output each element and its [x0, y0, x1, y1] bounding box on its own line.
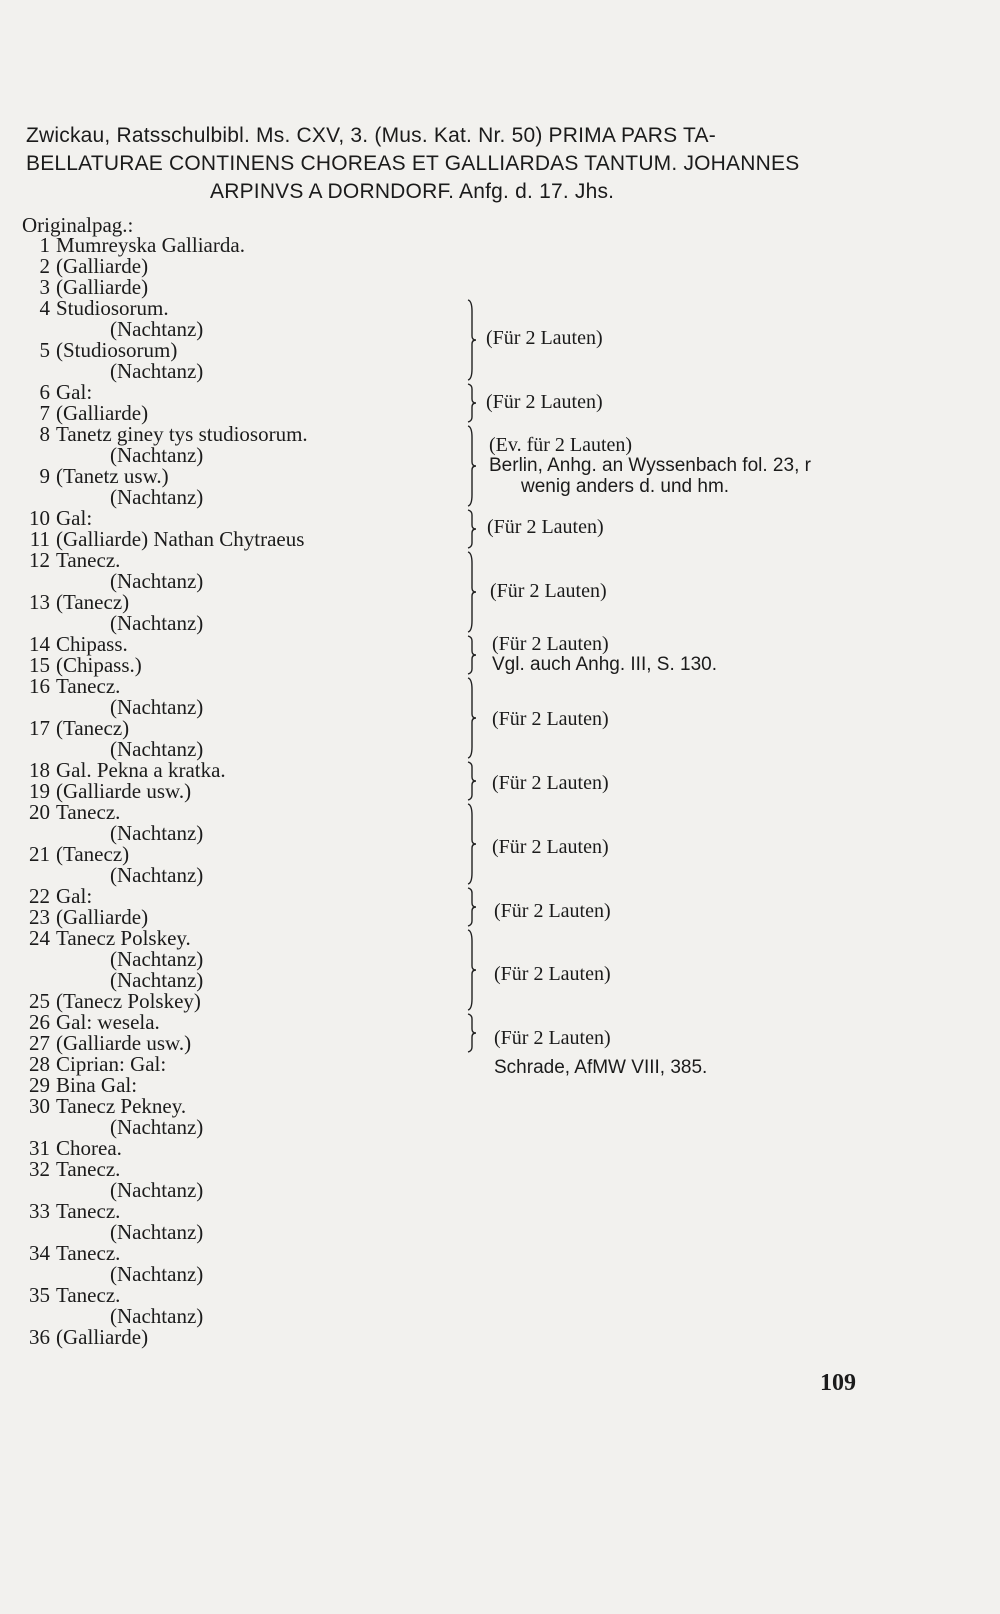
- entry-title: Tanecz.: [56, 1241, 121, 1265]
- entry-number: 30: [29, 1094, 50, 1118]
- heading-line-3: ARPINVS A DORNDORF. Anfg. d. 17. Jhs.: [210, 180, 615, 203]
- annotation-note: (Für 2 Lauten): [494, 963, 611, 985]
- grouping-brace: [466, 887, 478, 927]
- entry-title: Tanecz.: [56, 1157, 121, 1181]
- entry-title: Tanecz.: [56, 1199, 121, 1223]
- entry-title: Gal:: [56, 380, 93, 404]
- entry-number: 6: [39, 380, 50, 404]
- entry-title: Ciprian: Gal:: [56, 1052, 167, 1076]
- entry-number: 27: [29, 1031, 50, 1055]
- entry-title: (Nachtanz): [110, 611, 204, 635]
- entry-title: (Nachtanz): [110, 443, 204, 467]
- entry-number: 24: [29, 926, 50, 950]
- entry-number: 14: [29, 632, 50, 656]
- entry-number: 22: [29, 884, 50, 908]
- entry-title: (Nachtanz): [110, 737, 204, 761]
- entry-number: 17: [29, 716, 50, 740]
- grouping-brace: [466, 635, 478, 675]
- entry-number: 19: [29, 779, 50, 803]
- entry-title: Tanetz giney tys studiosorum.: [56, 422, 308, 446]
- page-number: 109: [820, 1370, 856, 1396]
- entry-title: (Galliarde) Nathan Chytraeus: [56, 527, 305, 551]
- entry-number: 33: [29, 1199, 50, 1223]
- annotation-note: Berlin, Anhg. an Wyssenbach fol. 23, r: [489, 455, 811, 476]
- grouping-brace: [466, 425, 478, 507]
- entry-number: 10: [29, 506, 50, 530]
- grouping-brace: [466, 509, 478, 549]
- entry-title: (Galliarde usw.): [56, 1031, 192, 1055]
- original-pagination-label: Originalpag.:: [22, 213, 134, 237]
- entry-number: 2: [39, 254, 50, 278]
- entry-title: (Nachtanz): [110, 317, 204, 341]
- grouping-brace: [466, 677, 478, 759]
- entry-title: Gal:: [56, 506, 93, 530]
- entry-title: (Galliarde): [56, 905, 149, 929]
- grouping-brace: [466, 803, 478, 885]
- entry-number: 23: [29, 905, 50, 929]
- entry-number: 13: [29, 590, 50, 614]
- entry-number: 7: [39, 401, 50, 425]
- heading-line-2: BELLATURAE CONTINENS CHOREAS ET GALLIARDAS TANTUM. JOHANNES: [26, 152, 800, 175]
- entry-number: 29: [29, 1073, 50, 1097]
- entry-title: Tanecz.: [56, 674, 121, 698]
- entry-number: 31: [29, 1136, 50, 1160]
- entry-number: 21: [29, 842, 50, 866]
- annotation-note: (Für 2 Lauten): [494, 1027, 611, 1049]
- entry-number: 5: [39, 338, 50, 362]
- annotation-note: (Für 2 Lauten): [486, 327, 603, 349]
- entry-title: (Nachtanz): [110, 1262, 204, 1286]
- entry-title: (Nachtanz): [110, 968, 204, 992]
- annotation-note: (Für 2 Lauten): [492, 836, 609, 858]
- annotation-note: (Für 2 Lauten): [487, 516, 604, 538]
- entry-number: 34: [29, 1241, 50, 1265]
- entry-number: 16: [29, 674, 50, 698]
- entry-title: Bina Gal:: [56, 1073, 138, 1097]
- entry-title: Gal:: [56, 884, 93, 908]
- entry-title: (Studiosorum): [56, 338, 178, 362]
- entry-title: (Tanecz): [56, 842, 130, 866]
- entry-number: 9: [39, 464, 50, 488]
- entry-title: Tanecz.: [56, 1283, 121, 1307]
- entry-number: 15: [29, 653, 50, 677]
- entry-title: Studiosorum.: [56, 296, 169, 320]
- entry-title: (Chipass.): [56, 653, 142, 677]
- entry-number: 25: [29, 989, 50, 1013]
- entry-title: Mumreyska Galliarda.: [56, 233, 245, 257]
- entry-title: (Galliarde): [56, 275, 149, 299]
- entry-title: (Nachtanz): [110, 1115, 204, 1139]
- entry-title: (Nachtanz): [110, 1304, 204, 1328]
- entry-number: 18: [29, 758, 50, 782]
- entry-title: Chipass.: [56, 632, 128, 656]
- entry-title: (Nachtanz): [110, 695, 204, 719]
- entry-title: (Nachtanz): [110, 485, 204, 509]
- catalog-heading: [26, 122, 876, 206]
- grouping-brace: [466, 383, 478, 423]
- entry-number: 11: [29, 527, 50, 551]
- entry-title: (Tanecz Polskey): [56, 989, 201, 1013]
- entry-number: 1: [39, 233, 50, 257]
- annotation-note: Vgl. auch Anhg. III, S. 130.: [492, 654, 717, 675]
- heading-line-1: Zwickau, Ratsschulbibl. Ms. CXV, 3. (Mus. Kat. Nr. 50) PRIMA PARS TA-: [26, 124, 716, 147]
- entry-number: 4: [39, 296, 50, 320]
- annotation-note: Schrade, AfMW VIII, 385.: [494, 1057, 708, 1078]
- entry-number: 3: [39, 275, 50, 299]
- annotation-note: (Ev. für 2 Lauten): [489, 434, 633, 456]
- grouping-brace: [466, 761, 478, 801]
- annotation-note: (Für 2 Lauten): [486, 391, 603, 413]
- entry-title: (Tanecz): [56, 716, 130, 740]
- entry-title: Tanecz Polskey.: [56, 926, 191, 950]
- entry-number: 26: [29, 1010, 50, 1034]
- entry-title: (Nachtanz): [110, 863, 204, 887]
- entry-title: (Galliarde): [56, 401, 149, 425]
- entry-number: 35: [29, 1283, 50, 1307]
- entry-title: (Nachtanz): [110, 359, 204, 383]
- entry-title: Chorea.: [56, 1136, 122, 1160]
- grouping-brace: [466, 1013, 478, 1053]
- entry-title: (Galliarde): [56, 254, 149, 278]
- entry-title: (Tanecz): [56, 590, 130, 614]
- entry-title: Tanecz.: [56, 548, 121, 572]
- grouping-brace: [466, 299, 478, 381]
- entry-title: (Nachtanz): [110, 1178, 204, 1202]
- entry-title: (Nachtanz): [110, 821, 204, 845]
- grouping-brace: [466, 551, 478, 633]
- entry-title: Tanecz.: [56, 800, 121, 824]
- entry-title: Tanecz Pekney.: [56, 1094, 187, 1118]
- entry-title: Gal: wesela.: [56, 1010, 160, 1034]
- entry-title: (Nachtanz): [110, 947, 204, 971]
- grouping-brace: [466, 929, 478, 1011]
- entry-number: 20: [29, 800, 50, 824]
- entry-title: (Nachtanz): [110, 1220, 204, 1244]
- entry-number: 12: [29, 548, 50, 572]
- entry-title: (Galliarde usw.): [56, 779, 192, 803]
- entry-number: 8: [39, 422, 50, 446]
- entry-title: (Tanetz usw.): [56, 464, 169, 488]
- entry-number: 32: [29, 1157, 50, 1181]
- entry-number: 36: [29, 1325, 50, 1349]
- entry-title: Gal. Pekna a kratka.: [56, 758, 226, 782]
- annotation-note: (Für 2 Lauten): [494, 900, 611, 922]
- annotation-note: (Für 2 Lauten): [490, 580, 607, 602]
- annotation-note: (Für 2 Lauten): [492, 708, 609, 730]
- annotation-note: (Für 2 Lauten): [492, 633, 609, 655]
- annotation-note: wenig anders d. und hm.: [521, 476, 730, 497]
- entry-title: (Nachtanz): [110, 569, 204, 593]
- entry-title: (Galliarde): [56, 1325, 149, 1349]
- entry-number: 28: [29, 1052, 50, 1076]
- annotation-note: (Für 2 Lauten): [492, 772, 609, 794]
